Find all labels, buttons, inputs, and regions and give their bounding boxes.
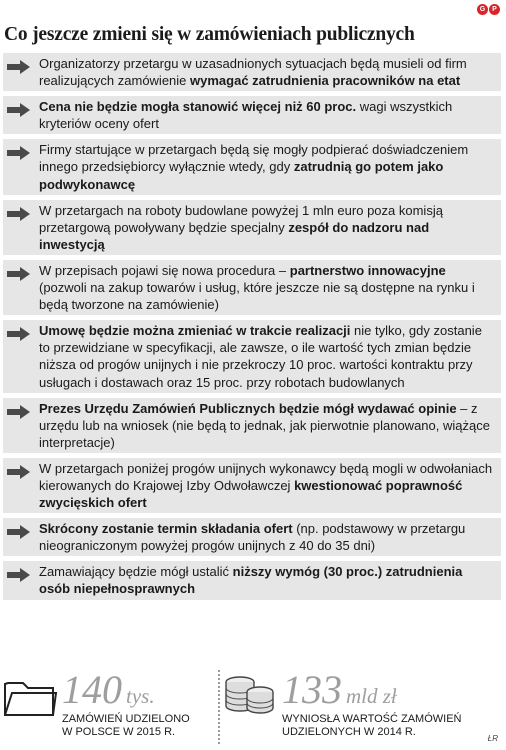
highlighted-text: zespół do nadzoru nad inwestycją [39,219,430,252]
arrow-right-icon [3,53,37,74]
changes-list [3,53,501,605]
list-item [3,518,501,556]
stat-orders-caption: ZAMÓWIEŃ UDZIELONO W POLSCE W 2015 R. [62,713,190,738]
body-text: wagi wszystkich kryteriów oceny ofert [39,99,453,132]
body-text: W przetargach na roboty budowlane powyżej 1 mln euro poza komisją przetargową powoływany będzie specjalny [39,202,443,235]
list-item-text [37,53,501,91]
body-text: Firmy startujące w przetargach będą się mogły podpierać doświadczeniem innego przedsiębiorcy wyłącznie wtedy, gdy [39,142,469,175]
list-item-text [37,398,501,453]
highlighted-text: wymagać zatrudnienia pracowników na etat [190,73,461,89]
stats-footer [0,666,506,750]
body-text: W przepisach pojawi się nowa procedura – [39,262,290,278]
highlighted-text: Cena nie będzie mogła stanowić więcej niż 60 proc. [39,99,357,115]
list-item [3,53,501,91]
arrow-right-icon [3,320,37,341]
arrow-right-icon [3,398,37,419]
author-credit: ŁR [487,734,498,743]
highlighted-text: zatrudnią go potem jako podwykonawcę [39,159,444,192]
highlighted-text: partnerstwo innowacyjne [289,262,446,278]
body-text: W przetargach poniżej progów unijnych wykonawcy będą mogli w odwołaniach kierowanych do Krajowej Izby Odwoławczej [39,460,493,493]
logo-letter-g: G [477,4,488,15]
list-item [3,200,501,255]
list-item-text [37,96,501,134]
list-item-text [37,458,501,513]
highlighted-text: Umowę będzie można zmieniać w trakcie realizacji [39,323,351,339]
arrow-right-icon [3,96,37,117]
list-item-text [37,561,501,599]
list-item [3,260,501,315]
list-item [3,458,501,513]
list-item [3,96,501,134]
highlighted-text: niższy wymóg (30 proc.) zatrudnienia osób niepełnosprawnych [39,564,463,597]
body-text: (pozwoli na zakup towarów i usług, które jeszcze nie są dostępne na rynku i będą tworzone na zamówienie) [39,280,475,313]
arrow-right-icon [3,458,37,479]
list-item-text [37,200,501,255]
highlighted-text: kwestionować poprawność zwycięskich ofert [39,477,463,511]
logo-letter-p: P [489,4,500,15]
list-item [3,320,501,392]
arrow-right-icon [3,200,37,221]
body-text: – z urzędu lub na wniosek (nie będą to jednak, jak pierwotnie planowano, wiążące interpretacje) [39,400,490,450]
list-item-text [37,320,501,392]
publisher-logo [477,4,500,15]
list-item [3,561,501,599]
page-title: Co jeszcze zmieni się w zamówieniach publicznych [4,24,415,45]
arrow-right-icon [3,561,37,582]
list-item [3,398,501,453]
coins-icon [222,672,276,716]
list-item-text [37,139,501,194]
stat-value-caption: WYNIOSŁA WARTOŚĆ ZAMÓWIEŃ UDZIELONYCH W 2014 R. [282,713,462,738]
body-text: Organizatorzy przetargu w uzasadnionych sytuacjach będą musieli od firm realizujących zamówienie [39,56,467,89]
list-item-text [37,260,501,315]
folder-icon [2,676,58,718]
arrow-right-icon [3,518,37,539]
highlighted-text: Skrócony zostanie termin składania ofert [39,521,293,537]
list-item [3,139,501,194]
body-text: (np. podstawowy w przetargu nieograniczonym powyżej progów unijnych z 40 do 35 dni) [39,521,466,554]
list-item-text [37,518,501,556]
stat-value-number: 133 mld zł [282,667,397,712]
highlighted-text: Prezes Urzędu Zamówień Publicznych będzie mógł wydawać opinie [39,400,457,416]
arrow-right-icon [3,139,37,160]
stats-divider [218,670,220,744]
stat-orders-number: 140 tys. [62,667,155,712]
arrow-right-icon [3,260,37,281]
body-text: Zamawiający będzie mógł ustalić [39,564,233,580]
body-text: nie tylko, gdy zostanie to przewidziane w specyfikacji, ale zawsze, o ile wartość tych zmian będzie niższa od progów unijnych i nie przekroczy 10 proc. wartości kontraktu przy usługach i dostawach oraz 15 proc. przy robotach budowlanych [39,323,482,390]
